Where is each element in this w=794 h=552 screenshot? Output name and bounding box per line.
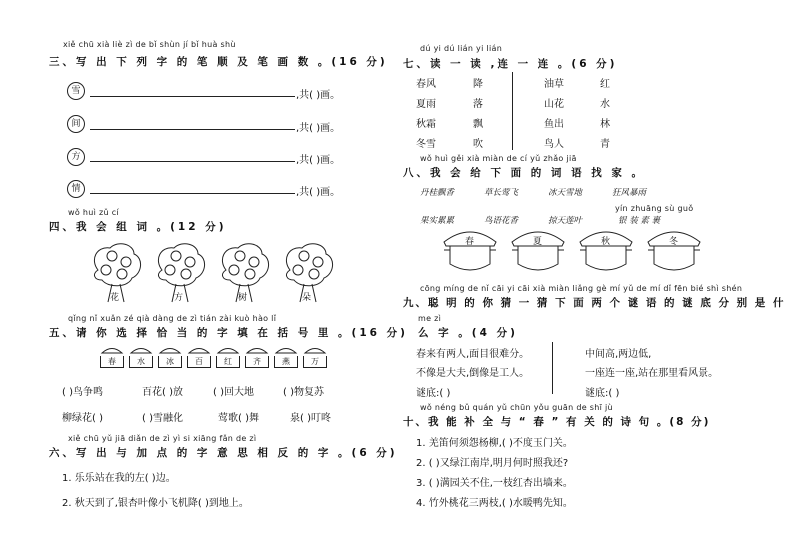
pair-b-2: 落 bbox=[473, 99, 483, 110]
poem-item-2[interactable]: 2. ( )又绿江南岸,明月何时照我还? bbox=[416, 458, 569, 469]
s4-heading: 四、我 会 组 词 。(12 分) bbox=[49, 221, 227, 233]
house-label-1: 春 bbox=[465, 237, 475, 247]
char-option-8: 万 bbox=[303, 346, 327, 368]
word-4[interactable]: 狂风暴雨 bbox=[612, 188, 647, 198]
char-option-3: 冰 bbox=[158, 346, 182, 368]
fill-blank-3[interactable]: ( )回大地 bbox=[213, 387, 254, 398]
antonym-item-2[interactable]: 2. 秋天到了,银杏叶像小飞机降( )到地上。 bbox=[62, 498, 249, 509]
pair-d-3: 林 bbox=[600, 119, 610, 130]
char-option-1: 春 bbox=[100, 346, 124, 368]
antonym-item-1[interactable]: 1. 乐乐站在我的左( )边。 bbox=[62, 473, 176, 484]
s3-heading: 三、写 出 下 列 字 的 笔 顺 及 笔 画 数 。(16 分) bbox=[49, 56, 388, 68]
riddle-1-answer[interactable]: 谜底:( ) bbox=[416, 388, 451, 399]
pair-a-4: 冬雪 bbox=[416, 139, 436, 150]
apple-trees bbox=[88, 240, 338, 305]
char-circle-1: 雪 bbox=[67, 82, 85, 100]
riddle-2-answer[interactable]: 谜底:( ) bbox=[585, 388, 620, 399]
pair-b-3: 飘 bbox=[473, 119, 483, 130]
pair-d-1: 红 bbox=[600, 79, 610, 90]
s5-heading: 五、请 你 选 择 恰 当 的 字 填 在 括 号 里 。(16 分) bbox=[49, 327, 408, 339]
s9-pinyin2: me zì bbox=[418, 314, 442, 323]
s6-pinyin: xiě chū yǔ jiā diǎn de zì yì si xiāng fǎn de zì bbox=[68, 434, 257, 443]
s3-pinyin: xiě chū xià liè zì de bǐ shùn jí bǐ huà shù bbox=[63, 40, 236, 49]
s6-heading: 六、写 出 与 加 点 的 字 意 思 相 反 的 字 。(6 分) bbox=[49, 447, 398, 459]
char-option-6: 齐 bbox=[245, 346, 269, 368]
word-1[interactable]: 丹桂飘香 bbox=[420, 188, 455, 198]
fill-blank-7[interactable]: 莺歌( )舞 bbox=[218, 413, 259, 424]
house-label-3: 秋 bbox=[601, 237, 611, 247]
pair-d-2: 水 bbox=[600, 99, 610, 110]
char-circle-4: 情 bbox=[67, 180, 85, 198]
stroke-count-3: ,共( )画。 bbox=[296, 155, 341, 166]
s8-pinyin2: yín zhuāng sù guǒ bbox=[615, 204, 694, 213]
pair-c-2: 山花 bbox=[544, 99, 564, 110]
char-option-7: 燕 bbox=[274, 346, 298, 368]
fill-blank-1[interactable]: ( )鸟争鸣 bbox=[62, 387, 103, 398]
word-3[interactable]: 冰天雪地 bbox=[548, 188, 583, 198]
stroke-answer-line-1[interactable] bbox=[90, 96, 295, 97]
stroke-answer-line-2[interactable] bbox=[90, 129, 295, 130]
pair-c-1: 油草 bbox=[544, 79, 564, 90]
pair-a-2: 夏雨 bbox=[416, 99, 436, 110]
fill-blank-2[interactable]: 百花( )放 bbox=[142, 387, 183, 398]
fill-blank-4[interactable]: ( )物复苏 bbox=[283, 387, 324, 398]
riddle-2-line-1: 中间高,两边低, bbox=[585, 349, 652, 360]
char-option-2: 水 bbox=[129, 346, 153, 368]
pair-c-3: 鱼出 bbox=[544, 119, 564, 130]
tree-char-3: 树 bbox=[238, 293, 248, 303]
house-label-4: 冬 bbox=[669, 237, 679, 247]
poem-item-3[interactable]: 3. ( )满园关不住,一枝红杏出墙来。 bbox=[416, 478, 573, 489]
fill-blank-5[interactable]: 柳绿花( ) bbox=[62, 413, 103, 424]
pair-a-3: 秋霜 bbox=[416, 119, 436, 130]
s8-heading: 八、我 会 给 下 面 的 词 语 找 家 。 bbox=[403, 167, 646, 179]
stroke-count-2: ,共( )画。 bbox=[296, 123, 341, 134]
s8-pinyin: wǒ huì gěi xià miàn de cí yǔ zhǎo jiā bbox=[420, 154, 577, 163]
s4-pinyin: wǒ huì zǔ cí bbox=[68, 208, 119, 217]
s10-pinyin: wǒ néng bǔ quán yǔ chūn yǒu guān de shī jù bbox=[420, 403, 613, 412]
pair-b-4: 吹 bbox=[473, 139, 483, 150]
stroke-answer-line-3[interactable] bbox=[90, 161, 295, 162]
stroke-answer-line-4[interactable] bbox=[90, 193, 295, 194]
tree-char-2: 方 bbox=[174, 293, 184, 303]
divider-line-s9 bbox=[552, 342, 553, 394]
pair-a-1: 春风 bbox=[416, 79, 436, 90]
s9-heading: 九、聪 明 的 你 猜 一 猜 下 面 两 个 谜 语 的 谜 底 分 别 是 什 bbox=[403, 297, 786, 309]
s10-heading: 十、我 能 补 全 与 “ 春 ” 有 关 的 诗 句 。(8 分) bbox=[403, 416, 711, 428]
house-label-2: 夏 bbox=[533, 237, 543, 247]
char-option-5: 红 bbox=[216, 346, 240, 368]
divider-line-s7 bbox=[512, 72, 513, 150]
word-5[interactable]: 果实累累 bbox=[420, 216, 455, 226]
s7-pinyin: dú yi dú lián yi lián bbox=[420, 44, 503, 53]
s7-heading: 七、读 一 读 ,连 一 连 。(6 分) bbox=[403, 58, 618, 70]
s5-pinyin: qǐng nǐ xuǎn zé qià dàng de zì tián zài kuò hào lǐ bbox=[68, 314, 277, 323]
riddle-1-line-2: 不像是大夫,倒像是工人。 bbox=[416, 368, 530, 379]
word-2[interactable]: 草长莺飞 bbox=[484, 188, 519, 198]
char-circle-2: 间 bbox=[67, 115, 85, 133]
s9-pinyin: cōng míng de nǐ cāi yi cāi xià miàn liǎng gè mí yǔ de mí dǐ fēn bié shì shén bbox=[420, 284, 743, 293]
poem-item-4[interactable]: 4. 竹外桃花三两枝,( )水暖鸭先知。 bbox=[416, 498, 573, 509]
s9-heading2: 么 字 。(4 分) bbox=[418, 327, 518, 339]
tree-char-1: 花 bbox=[110, 293, 120, 303]
tree-char-4: 朵 bbox=[302, 293, 312, 303]
pair-b-1: 降 bbox=[473, 79, 483, 90]
riddle-2-line-2: 一座连一座,站在那里看风景。 bbox=[585, 368, 719, 379]
word-6[interactable]: 鸟语花香 bbox=[484, 216, 519, 226]
pair-d-4: 青 bbox=[600, 139, 610, 150]
fill-blank-8[interactable]: 泉( )叮咚 bbox=[290, 413, 331, 424]
poem-item-1[interactable]: 1. 羌笛何须怨杨柳,( )不度玉门关。 bbox=[416, 438, 573, 449]
stroke-count-4: ,共( )画。 bbox=[296, 187, 341, 198]
char-option-4: 百 bbox=[187, 346, 211, 368]
stroke-count-1: ,共( )画。 bbox=[296, 90, 341, 101]
char-circle-3: 方 bbox=[67, 148, 85, 166]
word-8[interactable]: 银 装 素 裹 bbox=[618, 216, 661, 226]
riddle-1-line-1: 春来有两人,面目很难分。 bbox=[416, 349, 530, 360]
word-7[interactable]: 掠天莲叶 bbox=[548, 216, 583, 226]
fill-blank-6[interactable]: ( )雪融化 bbox=[142, 413, 183, 424]
pair-c-4: 鸟人 bbox=[544, 139, 564, 150]
char-options-row bbox=[100, 346, 330, 368]
